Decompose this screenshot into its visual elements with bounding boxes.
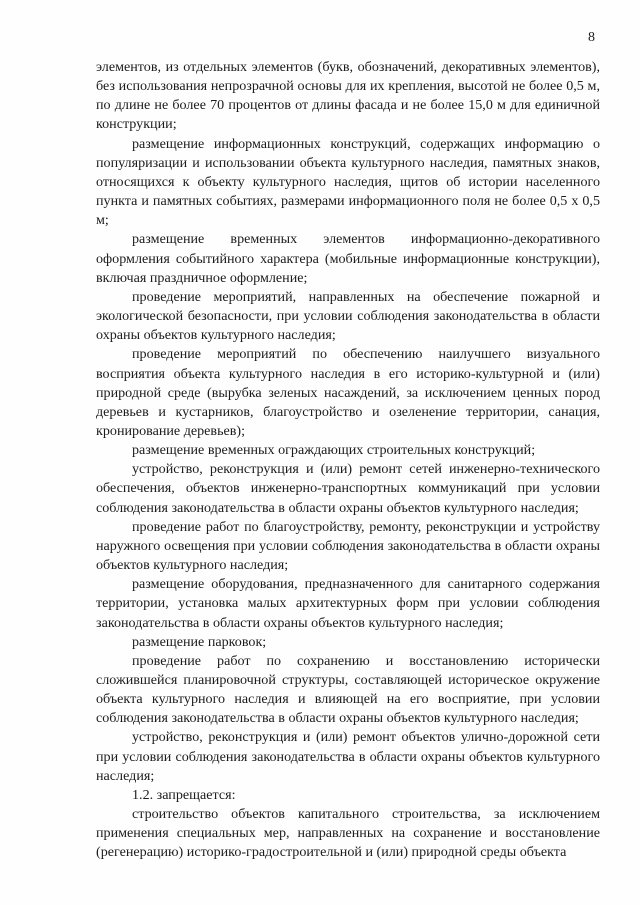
paragraph: размещение парковок; [132, 633, 267, 650]
paragraph: размещение оборудования, предназначенного для санитарного содержания территории, установка малых архитектурных форм при условии соблюдения законодательства в области охраны объектов культурного наследия; [96, 576, 600, 631]
paragraph: размещение информационных конструкций, содержащих информацию о популяризации и использовании объекта культурного наследия, памятных знаков, относящихся к объекту культурного наследия, щитов об истории населенного пункта и памятных событиях, размерами информационного поля не более 0,5 х 0,5 м; [96, 135, 600, 229]
paragraph: 1.2. запрещается: [132, 786, 236, 803]
paragraph: устройство, реконструкция и (или) ремонт объектов улично-дорожной сети при условии соблюдения законодательства в области охраны объектов культурного наследия; [96, 729, 600, 784]
paragraph: размещение временных ограждающих строительных конструкций; [132, 442, 536, 459]
paragraph: строительство объектов капитального строительства, за исключением применения специальных мер, направленных на сохранение и восстановление (регенерацию) историко-градостроительной и (или) природной среды объекта [96, 806, 600, 861]
page-number: 8 [588, 30, 595, 45]
paragraph: проведение мероприятий по обеспечению наилучшего визуального восприятия объекта культурного наследия в его историко-культурной и (или) природной среде (вырубка зеленых насаждений, за исключением ценных пород деревьев и кустарников, благоустройство и озеленение территории, санация, кронирование деревьев); [96, 346, 600, 439]
document-body [96, 58, 600, 863]
paragraph: проведение работ по сохранению и восстановлению исторически сложившейся планировочной структуры, составляющей историческое окружение объекта культурного наследия и влияющей на его восприятие, при условии соблюдения законодательства в области охраны объектов культурного наследия; [96, 652, 600, 727]
paragraph: проведение мероприятий, направленных на обеспечение пожарной и экологической безопасности, при условии соблюдения законодательства в области охраны объектов культурного наследия; [96, 288, 600, 344]
paragraph: размещение временных элементов информационно-декоративного оформления событийного характера (мобильные информационные конструкции), включая праздничное оформление; [96, 231, 600, 286]
paragraph: устройство, реконструкция и (или) ремонт сетей инженерно-технического обеспечения, объектов инженерно-транспортных коммуникаций при условии соблюдения законодательства в области охраны объектов культурного наследия; [96, 461, 600, 516]
paragraph: проведение работ по благоустройству, ремонту, реконструкции и устройству наружного освещения при условии соблюдения законодательства в области охраны объектов культурного наследия; [96, 518, 600, 574]
paragraph: элементов, из отдельных элементов (букв, обозначений, декоративных элементов), без использования непрозрачной основы для их крепления, высотой не более 0,5 м, по длине не более 70 процентов от длины фасада и не более 15,0 м для единичной конструкции; [96, 59, 600, 133]
